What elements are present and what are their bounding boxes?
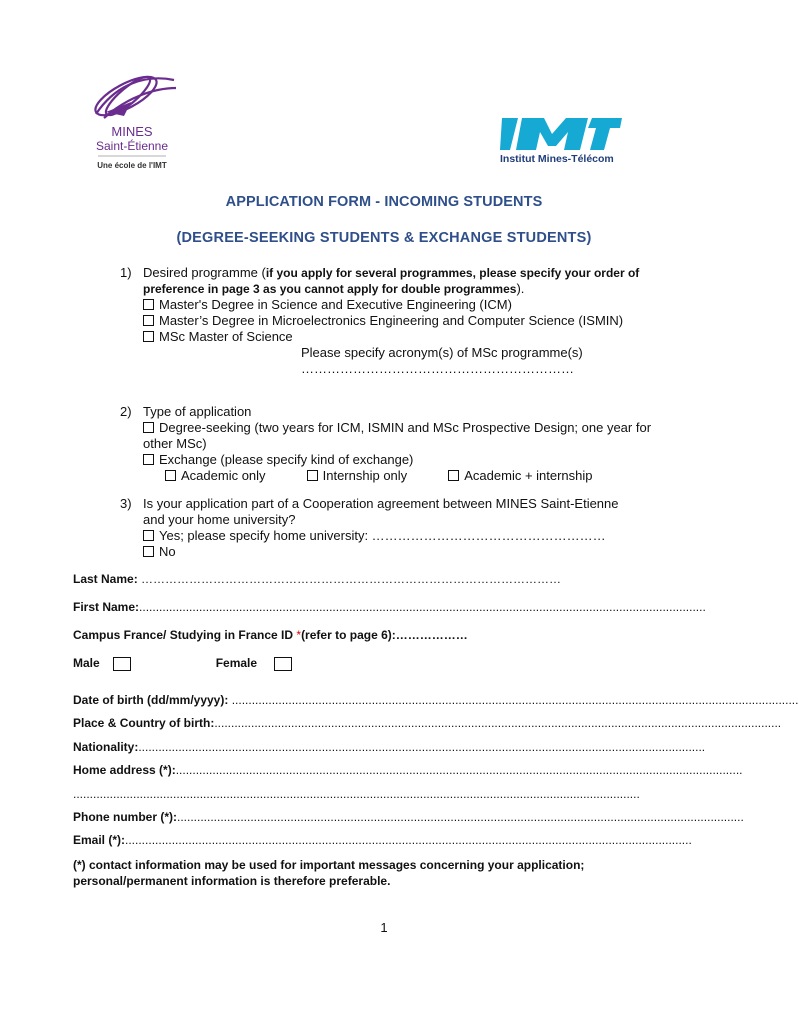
checkbox-icon[interactable] — [165, 470, 176, 481]
email-dots: .......................................................................................................................................................................... — [125, 833, 692, 847]
mines-logo-top: MINES — [111, 124, 153, 139]
home-address-line2[interactable] — [73, 787, 640, 801]
q2-option-degree-label: Degree-seeking (two years for ICM, ISMIN and MSc Prospective Design; one year for other MSc) — [143, 420, 652, 451]
q1-option-ismin-label: Master’s Degree in Microelectronics Engineering and Computer Science (ISMIN) — [159, 313, 624, 328]
q1-option-ismin[interactable] — [143, 313, 663, 329]
q2-option-degree[interactable] — [143, 420, 663, 452]
form-subtitle: (DEGREE-SEEKING STUDENTS & EXCHANGE STUDENTS) — [176, 230, 592, 246]
q2-exchange-suboptions — [143, 468, 663, 484]
q3-option-yes[interactable] — [143, 528, 643, 544]
phone-field[interactable] — [73, 810, 744, 824]
checkbox-icon[interactable] — [143, 454, 154, 465]
phone-dots: .......................................................................................................................................................................... — [177, 810, 744, 824]
dob-dots: .......................................................................................................................................................................... — [231, 693, 798, 707]
first-name-label: First Name: — [73, 600, 140, 614]
checkbox-icon[interactable] — [307, 470, 318, 481]
form-title: APPLICATION FORM - INCOMING STUDENTS — [225, 194, 543, 210]
birthplace-field[interactable] — [73, 716, 782, 730]
female-checkbox[interactable] — [274, 657, 292, 671]
q1-msc-prompt: Please specify acronym(s) of MSc programme(s) — [301, 345, 583, 360]
campus-france-field[interactable] — [73, 628, 633, 642]
last-name-field[interactable] — [73, 572, 633, 586]
birthplace-dots: .......................................................................................................................................................................... — [214, 716, 782, 730]
q1-label — [143, 265, 663, 297]
last-name-dots: …………………………………………………………………………………………… — [137, 572, 562, 586]
q2-sub-academic-label: Academic only — [181, 468, 266, 483]
q2-number: 2) — [120, 404, 132, 419]
home-address-field[interactable] — [73, 763, 743, 777]
campus-required-mark: * — [296, 628, 302, 642]
q2-block — [143, 404, 663, 484]
q2-option-exchange[interactable] — [143, 452, 663, 468]
first-name-field[interactable] — [73, 600, 706, 614]
home-address-dots: .......................................................................................................................................................................... — [175, 763, 743, 777]
imt-logo-caption: Institut Mines-Télécom — [500, 153, 614, 165]
checkbox-icon[interactable] — [143, 299, 154, 310]
q1-note-end: ). — [516, 281, 525, 296]
checkbox-icon[interactable] — [143, 546, 154, 557]
q1-option-msc-label: MSc Master of Science — [159, 329, 293, 344]
q2-sub-academic[interactable] — [165, 468, 303, 484]
checkbox-icon[interactable] — [143, 331, 154, 342]
first-name-dots: .......................................................................................................................................................................... — [139, 600, 706, 614]
male-label: Male — [73, 656, 100, 670]
page-number: 1 — [380, 920, 388, 935]
female-label: Female — [215, 656, 258, 670]
q3-number: 3) — [120, 496, 132, 511]
mines-logo-bottom: Saint-Étienne — [95, 139, 169, 153]
email-field[interactable] — [73, 833, 692, 847]
checkbox-icon[interactable] — [143, 315, 154, 326]
q2-sub-both[interactable] — [448, 468, 592, 484]
checkbox-icon[interactable] — [448, 470, 459, 481]
q1-option-icm-label: Master's Degree in Science and Executive Engineering (ICM) — [159, 297, 512, 312]
q3-option-no-label: No — [159, 544, 176, 559]
dob-field[interactable] — [73, 693, 798, 707]
checkbox-icon[interactable] — [143, 530, 154, 541]
q3-label: Is your application part of a Cooperation agreement between MINES Saint-Etienne and your home university? — [143, 496, 619, 527]
contact-note: (*) contact information may be used for important messages concerning your application; personal/permanent information is therefore preferable. — [73, 858, 585, 888]
q1-option-msc[interactable] — [143, 329, 663, 345]
q1-option-icm[interactable] — [143, 297, 663, 313]
q3-block — [143, 496, 643, 560]
q2-sub-both-label: Academic + internship — [464, 468, 593, 483]
dob-label: Date of birth (dd/mm/yyyy): — [73, 693, 232, 707]
last-name-label: Last Name: — [73, 572, 138, 586]
campus-label: Campus France/ Studying in France ID — [73, 628, 297, 642]
mines-logo-tagline: Une école de l'IMT — [97, 161, 167, 170]
q2-option-exchange-label: Exchange (please specify kind of exchange) — [159, 452, 414, 467]
q2-sub-internship-label: Internship only — [322, 468, 408, 483]
phone-label: Phone number (*): — [73, 810, 177, 824]
birthplace-label: Place & Country of birth: — [73, 716, 215, 730]
q1-block — [143, 265, 663, 377]
home-address-line2-dots: .......................................................................................................................................................................... — [73, 787, 640, 801]
gender-row — [73, 656, 633, 671]
male-checkbox[interactable] — [113, 657, 131, 671]
email-label: Email (*): — [73, 833, 126, 847]
home-address-label: Home address (*): — [73, 763, 176, 777]
q1-note: if you apply for several programmes, please specify your order of preference in page 3 as you cannot apply for double programmes — [143, 266, 640, 296]
q1-msc-field[interactable]: ……………………………………………………… — [301, 361, 574, 376]
q3-option-no[interactable] — [143, 544, 643, 560]
q2-label: Type of application — [143, 404, 252, 419]
q3-option-yes-label: Yes; please specify home university: ……………………………………………… — [159, 528, 606, 543]
mines-saint-etienne-logo — [76, 74, 188, 174]
nationality-field[interactable] — [73, 740, 706, 754]
q2-sub-internship[interactable] — [307, 468, 445, 484]
imt-logo — [500, 116, 625, 166]
campus-label-end: (refer to page 6):……………… — [301, 628, 468, 642]
q1-label-text: Desired programme ( — [143, 265, 266, 280]
q1-number: 1) — [120, 265, 132, 280]
nationality-label: Nationality: — [73, 740, 139, 754]
nationality-dots: .......................................................................................................................................................................... — [138, 740, 706, 754]
checkbox-icon[interactable] — [143, 422, 154, 433]
